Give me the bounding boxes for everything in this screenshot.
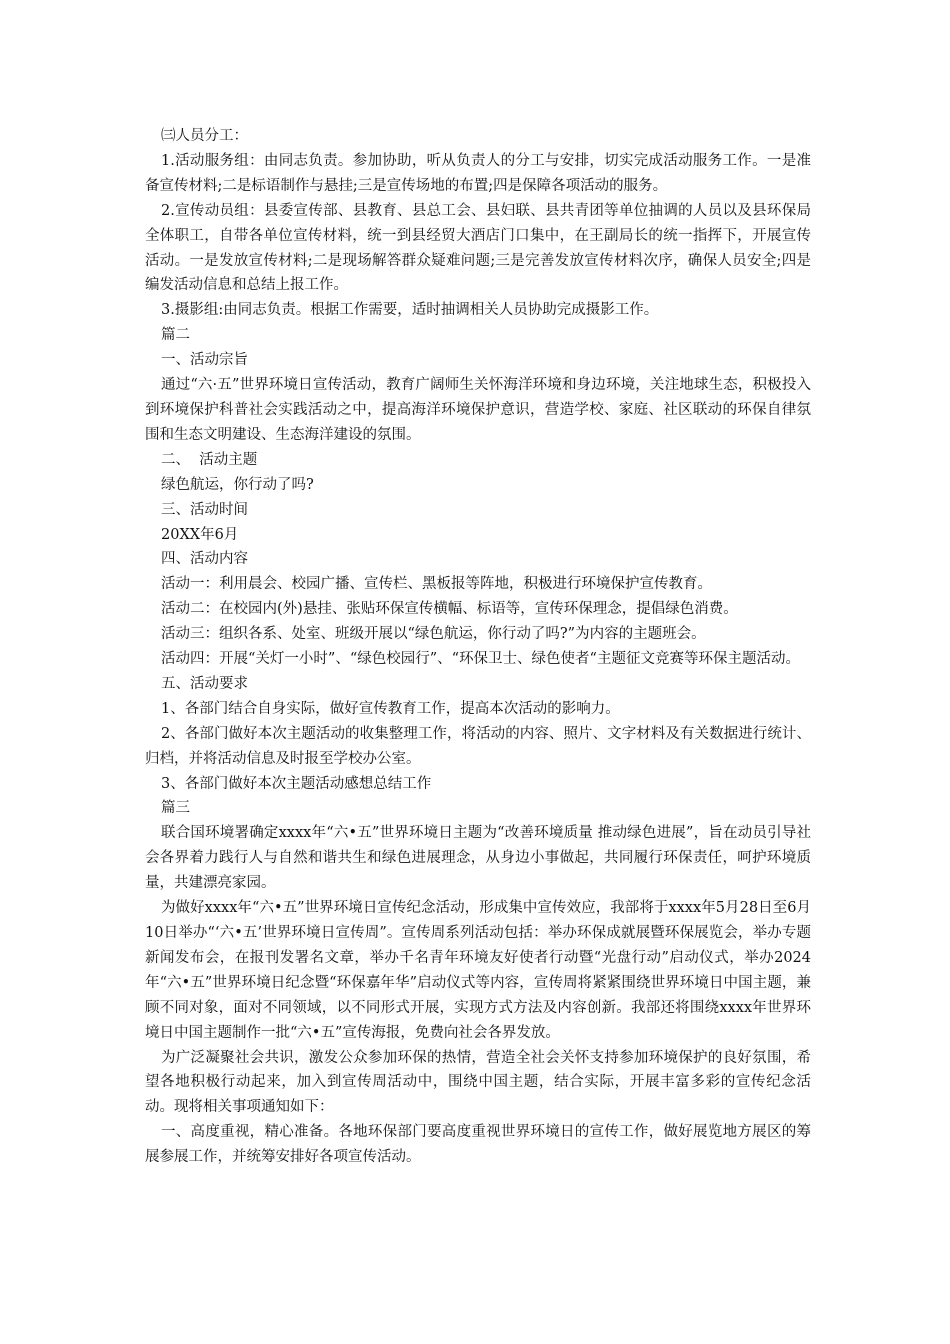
paragraph-activity-one: 活动一：利用晨会、校园广播、宣传栏、黑板报等阵地，积极进行环境保护宣传教育。 (161, 576, 712, 593)
heading-activity-requirements: 五、活动要求 (161, 675, 248, 692)
heading-activity-content: 四、活动内容 (161, 551, 248, 568)
paragraph-activity-four: 活动四：开展“关灯一小时”、“绿色校园行”、“环保卫士、绿色使者“主题征文竞赛等环保主题活动。 (161, 651, 800, 668)
section-heading-part-two: 篇二 (161, 327, 190, 344)
paragraph-service-group: 1.活动服务组：由同志负责。参加协助，听从负责人的分工与安排，切实完成活动服务工作。一是准备宣传材料;二是标语制作与悬挂;三是宣传场地的布置;四是保障各项活动的服务。 (145, 152, 811, 194)
heading-activity-time: 三、活动时间 (161, 501, 248, 518)
paragraph-activity-three: 活动三：组织各系、处室、班级开展以“绿色航运，你行动了吗?”为内容的主题班会。 (161, 626, 706, 643)
paragraph-publicity-group: 2.宣传动员组：县委宣传部、县教育、县总工会、县妇联、县共青团等单位抽调的人员以及县环保局全体职工，自带各单位宣传材料，统一到县经贸大酒店门口集中，在王副局长的统一指挥下，开展宣传活动。一是发放宣传材料;二是现场解答群众疑难问题;三是完善发放宣传材料次序，确保人员安全;四是编发活动信息和总结上报工作。 (145, 202, 811, 294)
paragraph-requirement-three: 3、各部门做好本次主题活动感想总结工作 (161, 775, 432, 792)
document-page (145, 124, 811, 1170)
paragraph-publicity-week: 为做好xxxx年“六•五”世界环境日宣传纪念活动，形成集中宣传效应，我部将于xxxx年5月28日至6月10日举办“‘六•五’世界环境日宣传周”。宣传周系列活动包括：举办环保成就展暨环保展览会，举办专题新闻发布会，在报刊发署名文章，举办千名青年环境友好使者行动暨“光盘行动”启动仪式，举办2024年“六•五”世界环境日纪念暨“环保嘉年华”启动仪式等内容，宣传周将紧紧围绕世界环境日中国主题，兼顾不同对象，面对不同领域，以不同形式开展，实现方式方法及内容创新。我部还将围绕xxxx年世界环境日中国主题制作一批“六•五”宣传海报，免费向社会各界发放。 (145, 900, 811, 1041)
paragraph-high-attention: 一、高度重视，精心准备。各地环保部门要高度重视世界环境日的宣传工作，做好展览地方展区的筹展参展工作，并统筹安排好各项宣传活动。 (145, 1124, 811, 1166)
paragraph-staff-division-heading: ㈢人员分工： (161, 128, 248, 144)
section-heading-part-three: 篇三 (161, 800, 190, 817)
paragraph-activity-purpose: 通过“六·五”世界环境日宣传活动，教育广阔师生关怀海洋环境和身边环境，关注地球生态，积极投入到环境保护科普社会实践活动之中，提高海洋环境保护意识，营造学校、家庭、社区联动的环保自律氛围和生态文明建设、生态海洋建设的氛围。 (145, 377, 811, 443)
paragraph-photography-group: 3.摄影组:由同志负责。根据工作需要，适时抽调相关人员协助完成摄影工作。 (161, 302, 659, 319)
paragraph-activity-time: 20XX年6月 (161, 526, 239, 543)
paragraph-activity-theme: 绿色航运，你行动了吗? (161, 476, 314, 493)
paragraph-activity-two: 活动二：在校园内(外)悬挂、张贴环保宣传横幅、标语等，宣传环保理念，提倡绿色消费。 (161, 601, 738, 618)
heading-activity-purpose: 一、活动宗旨 (161, 352, 248, 369)
paragraph-unep-theme: 联合国环境署确定xxxx年“六•五”世界环境日主题为“改善环境质量 推动绿色进展”，旨在动员引导社会各界着力践行人与自然和谐共生和绿色进展理念，从身边小事做起，共同履行环保责任，呵护环境质量，共建漂亮家园。 (145, 825, 811, 892)
paragraph-requirement-two: 2、各部门做好本次主题活动的收集整理工作，将活动的内容、照片、文字材料及有关数据进行统计、归档，并将活动信息及时报至学校办公室。 (145, 725, 811, 767)
paragraph-social-consensus: 为广泛凝聚社会共识，激发公众参加环保的热情，营造全社会关怀支持参加环境保护的良好氛围，希望各地积极行动起来，加入到宣传周活动中，围绕中国主题，结合实际，开展丰富多彩的宣传纪念活动。现将相关事项通知如下： (145, 1049, 811, 1116)
paragraph-requirement-one: 1、各部门结合自身实际，做好宣传教育工作，提高本次活动的影响力。 (161, 700, 620, 717)
heading-activity-theme: 二、 活动主题 (161, 451, 258, 468)
